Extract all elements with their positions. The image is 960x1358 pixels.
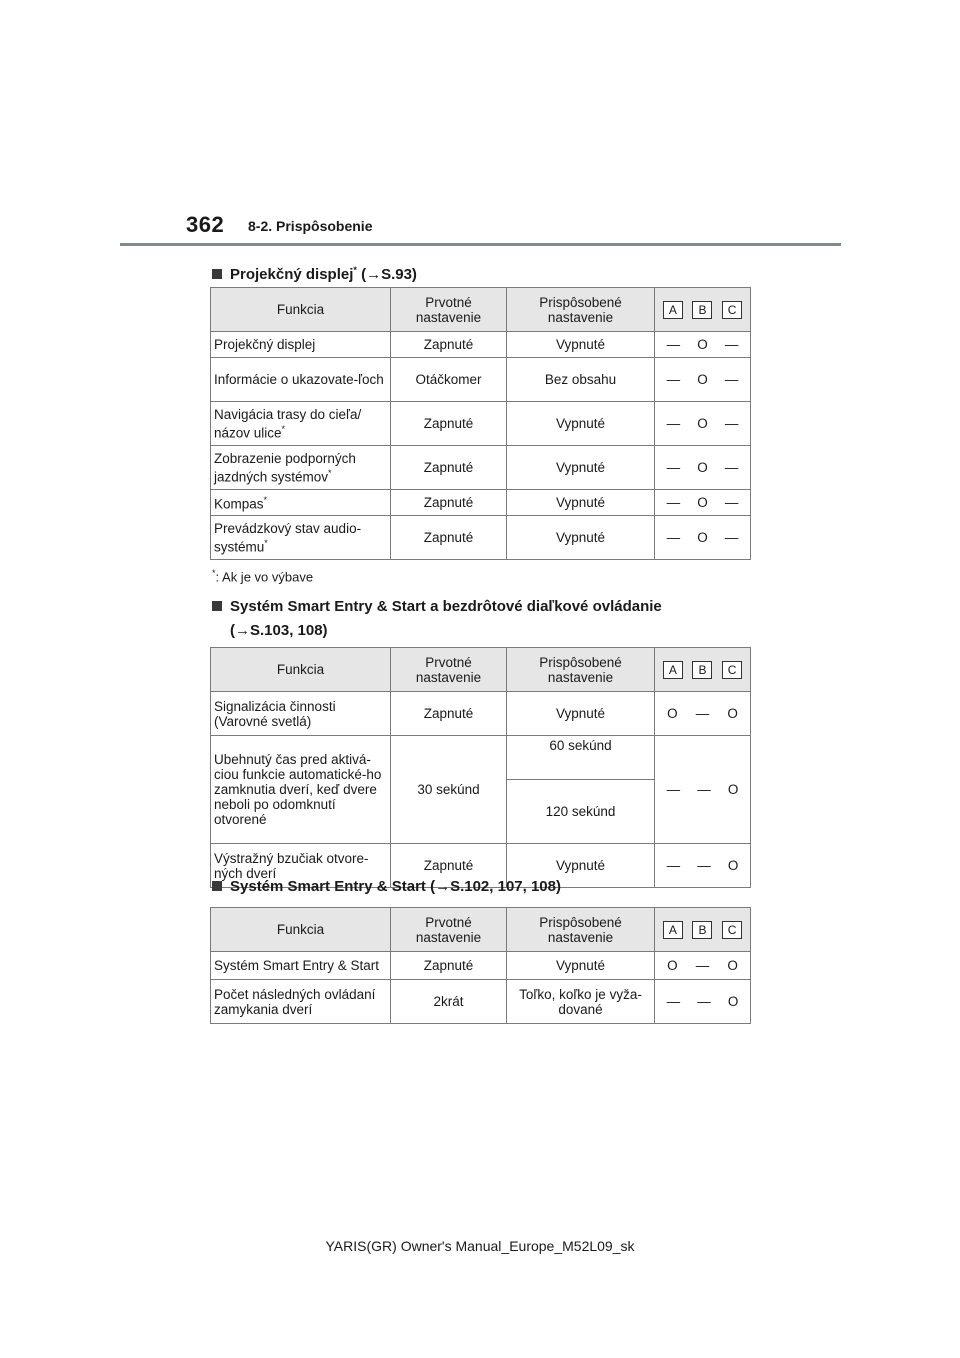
- square-bullet-icon: [212, 269, 222, 279]
- letter-b: B: [692, 301, 712, 319]
- heading-smart-entry: Systém Smart Entry & Start (→S.102, 107, 108): [212, 873, 561, 901]
- table-row: Zobrazenie podporných jazdných systémov* Zapnuté Vypnuté — O —: [211, 446, 751, 490]
- col-header-abc: [655, 908, 751, 952]
- table-row: Kompas* Zapnuté Vypnuté — O —: [211, 490, 751, 516]
- header-rule: [120, 243, 841, 246]
- table-row: Navigácia trasy do cieľa/ názov ulice* Zapnuté Vypnuté — O —: [211, 402, 751, 446]
- heading-ref-smart-entry-remote: (→S.103, 108): [230, 622, 328, 639]
- table-row: 120 sekúnd: [211, 780, 751, 844]
- table-row: Počet následných ovládaní zamykania dverí 2krát Toľko, koľko je vyža-dované — — O: [211, 980, 751, 1024]
- letter-b: B: [692, 661, 712, 679]
- page-number: 362: [186, 212, 225, 237]
- table-row: Projekčný displej Zapnuté Vypnuté — O —: [211, 332, 751, 358]
- letter-a: A: [663, 661, 683, 679]
- letter-c: C: [722, 921, 742, 939]
- letter-c: C: [722, 661, 742, 679]
- table-projection-display: [210, 287, 751, 560]
- col-header-function: Funkcia: [211, 648, 391, 692]
- table-smart-entry-remote: [210, 647, 751, 888]
- col-header-custom: Prispôsobené nastavenie: [507, 908, 655, 952]
- col-header-default: Prvotné nastavenie: [391, 648, 507, 692]
- col-header-function: Funkcia: [211, 288, 391, 332]
- table-row: Signalizácia činnosti (Varovné svetlá) Zapnuté Vypnuté O — O: [211, 692, 751, 736]
- table-row: Ubehnutý čas pred aktivá-ciou funkcie automatické-ho zamknutia dverí, keď dvere neboli po odomknutí otvorené 30 sekúnd 60 sekúnd — — O: [211, 736, 751, 780]
- letter-a: A: [663, 921, 683, 939]
- heading-smart-entry-remote: Systém Smart Entry & Start a bezdrôtové diaľkové ovládanie: [212, 593, 662, 621]
- square-bullet-icon: [212, 881, 222, 891]
- col-header-function: Funkcia: [211, 908, 391, 952]
- col-header-default: Prvotné nastavenie: [391, 908, 507, 952]
- footer: YARIS(GR) Owner's Manual_Europe_M52L09_sk: [325, 1238, 635, 1254]
- heading-projection-display: Projekčný displej* (→S.93): [212, 256, 417, 289]
- section-title: 8-2. Prispôsobenie: [248, 218, 373, 234]
- col-header-custom: Prispôsobené nastavenie: [507, 648, 655, 692]
- col-header-custom: Prispôsobené nastavenie: [507, 288, 655, 332]
- footnote: *: Ak je vo výbave: [212, 568, 314, 585]
- col-header-default: Prvotné nastavenie: [391, 288, 507, 332]
- table-row: Systém Smart Entry & Start Zapnuté Vypnuté O — O: [211, 952, 751, 980]
- letter-a: A: [663, 301, 683, 319]
- table-row: Výstražný bzučiak otvore-ných dverí Zapnuté Vypnuté — — O: [211, 844, 751, 888]
- table-smart-entry: [210, 907, 751, 1024]
- table-row: Prevádzkový stav audio-systému* Zapnuté Vypnuté — O —: [211, 516, 751, 560]
- table-row: Informácie o ukazovate-ľoch Otáčkomer Bez obsahu — O —: [211, 358, 751, 402]
- square-bullet-icon: [212, 601, 222, 611]
- letter-c: C: [722, 301, 742, 319]
- col-header-abc: [655, 648, 751, 692]
- letter-b: B: [692, 921, 712, 939]
- col-header-abc: [655, 288, 751, 332]
